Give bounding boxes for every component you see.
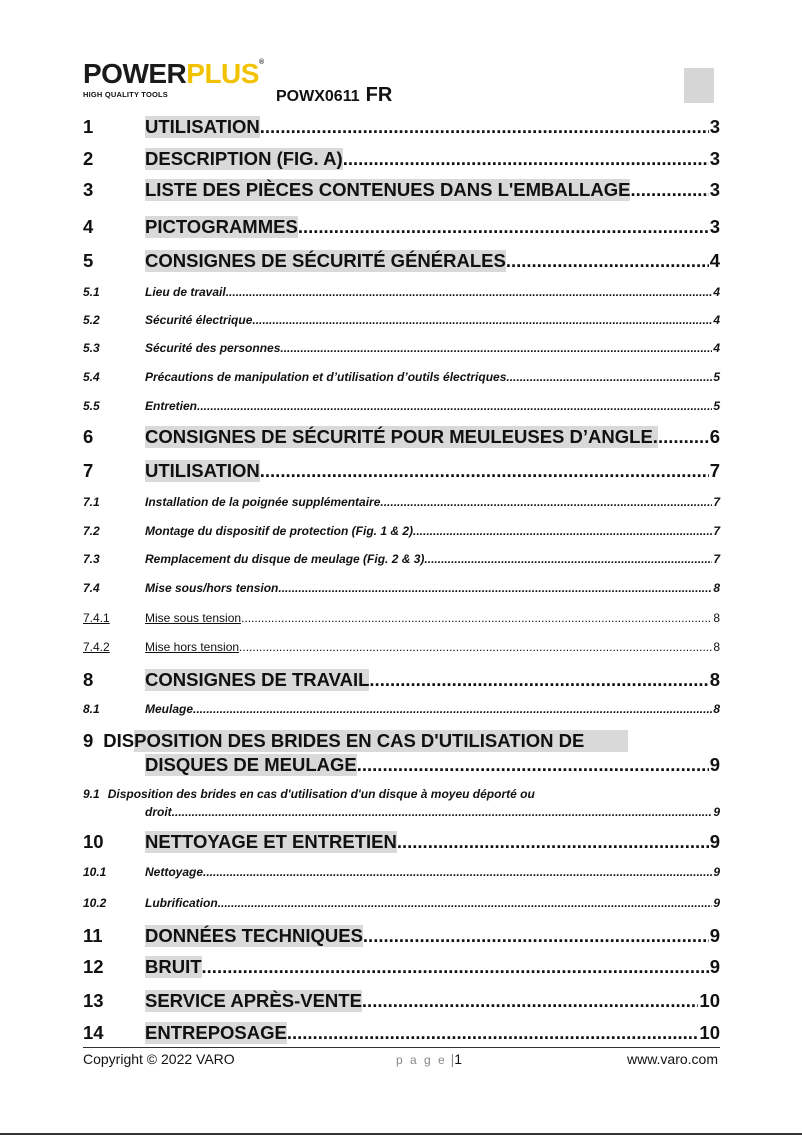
dot-leader (172, 805, 713, 819)
toc-title: CONSIGNES DE SÉCURITÉ GÉNÉRALES (145, 250, 506, 271)
toc-entry[interactable] (83, 179, 720, 203)
toc-entry[interactable] (83, 116, 720, 140)
toc-number: 2 (83, 148, 94, 169)
toc-title: Meulage (145, 702, 194, 716)
toc-page: 10 (699, 990, 720, 1011)
dot-leader (260, 116, 709, 138)
toc-page: 3 (709, 216, 720, 237)
dot-leader (203, 865, 712, 879)
toc-number: 1 (83, 116, 94, 137)
toc-number: 5.3 (83, 341, 100, 355)
toc-title: Précautions de manipulation et d’utilisation d’outils électriques (145, 370, 507, 384)
toc-page: 9 (713, 865, 720, 879)
toc-entry[interactable] (83, 581, 720, 596)
toc-page: 3 (709, 179, 720, 200)
toc-number: 11 (83, 925, 103, 946)
page-label: p a g e (396, 1053, 447, 1067)
toc-number: 6 (83, 426, 94, 447)
toc-title: droit (145, 805, 172, 819)
toc-number: 7.3 (83, 552, 100, 566)
page-number: 1 (454, 1051, 463, 1067)
dot-leader (239, 640, 712, 654)
toc-page: 9 (709, 925, 720, 946)
dot-leader (357, 754, 709, 776)
dot-leader (260, 460, 709, 482)
dot-leader (658, 426, 709, 448)
toc-page: 6 (709, 426, 720, 447)
toc-title: UTILISATION (145, 460, 260, 481)
toc-number: 10 (83, 831, 104, 852)
dot-leader (362, 990, 699, 1012)
toc-page: 4 (713, 285, 720, 299)
dot-leader (280, 341, 712, 355)
toc-title: CONSIGNES DE TRAVAIL (145, 669, 370, 690)
toc-page: 7 (709, 460, 720, 481)
toc-page: 3 (709, 116, 720, 137)
dot-leader (506, 250, 709, 272)
toc-number: 7.2 (83, 524, 100, 538)
toc-number: 8.1 (83, 702, 100, 716)
toc-number: 5.1 (83, 285, 100, 299)
toc-entry[interactable] (83, 865, 720, 880)
dot-leader (226, 285, 713, 299)
toc-title: Sécurité des personnes (145, 341, 281, 355)
dot-leader (241, 611, 712, 625)
toc-title: Montage du dispositif de protection (Fig. 1 & 2) (145, 524, 413, 538)
dot-leader (287, 1022, 699, 1044)
footer-divider (83, 1047, 720, 1048)
toc-page: 4 (713, 313, 720, 327)
toc-page: 8 (713, 702, 720, 716)
model-number: POWX0611 (276, 88, 360, 105)
toc-entry[interactable] (83, 495, 720, 510)
toc-entry[interactable] (83, 611, 720, 626)
toc-number: 5 (83, 250, 94, 271)
toc-title: Mise hors tension (145, 640, 240, 654)
dot-leader (197, 399, 712, 413)
toc-entry[interactable] (83, 370, 720, 385)
toc-title: Installation de la poignée supplémentaire (145, 495, 381, 509)
toc-number: 5.2 (83, 313, 100, 327)
toc-entry[interactable] (83, 313, 720, 328)
toc-number: 9.1 (83, 787, 100, 801)
toc-title: DESCRIPTION (FIG. A) (145, 148, 343, 169)
toc-page: 8 (713, 581, 720, 595)
logo-text-power: POWER (83, 58, 187, 89)
toc-number: 5.4 (83, 370, 100, 384)
toc-page: 7 (713, 495, 720, 509)
dot-leader (424, 552, 712, 566)
dot-leader (506, 370, 712, 384)
toc-title: DONNÉES TECHNIQUES (145, 925, 363, 946)
page-separator: | (450, 1051, 455, 1067)
toc-page: 5 (713, 370, 720, 384)
toc-page: 4 (713, 341, 720, 355)
toc-number: 12 (83, 956, 104, 977)
toc-entry-9-line1[interactable] (83, 730, 720, 754)
language-code: FR (365, 84, 393, 106)
toc-entry[interactable] (83, 956, 720, 980)
toc-page: 4 (709, 250, 720, 271)
toc-page: 9 (713, 805, 720, 819)
toc-number: 7.4.2 (83, 640, 110, 654)
toc-number: 8 (83, 669, 94, 690)
toc-number: 10.2 (83, 896, 107, 910)
toc-entry[interactable] (83, 702, 720, 717)
toc-entry[interactable] (83, 216, 720, 240)
page-bottom-border (0, 1133, 802, 1135)
toc-title: LISTE DES PIÈCES CONTENUES DANS L'EMBALLAGE (145, 179, 631, 200)
toc-title: Disposition des brides en cas d'utilisation d'un disque à moyeu déporté ou (107, 787, 535, 801)
toc-entry[interactable] (83, 831, 720, 855)
toc-entry[interactable] (83, 250, 720, 274)
toc-number: 14 (83, 1022, 104, 1043)
toc-title: ENTREPOSAGE (145, 1022, 287, 1043)
toc-title: UTILISATION (145, 116, 260, 137)
toc-title: Nettoyage (145, 865, 204, 879)
dot-leader (413, 524, 712, 538)
toc-entry-9-1-line1[interactable] (83, 787, 720, 802)
toc-entry[interactable] (83, 552, 720, 567)
toc-title: Lieu de travail (145, 285, 226, 299)
toc-page: 8 (709, 669, 720, 690)
toc-title: Sécurité électrique (145, 313, 253, 327)
toc-page: 7 (713, 552, 720, 566)
toc-title: Remplacement du disque de meulage (Fig. 2 & 3) (145, 552, 425, 566)
toc-number: 3 (83, 179, 94, 200)
logo-text-plus: PLUS (186, 58, 259, 89)
dot-leader (369, 669, 708, 691)
dot-leader (252, 313, 712, 327)
toc-number: 7.4 (83, 581, 100, 595)
dot-leader (218, 896, 713, 910)
dot-leader (278, 581, 712, 595)
dot-leader (397, 831, 709, 853)
toc-title: DISQUES DE MEULAGE (145, 754, 357, 775)
footer-website[interactable]: www.varo.com (626, 1051, 718, 1067)
toc-title: CONSIGNES DE SÉCURITÉ POUR MEULEUSES D’ANGLE. (145, 426, 658, 447)
toc-entry[interactable] (83, 148, 720, 172)
model-header (276, 84, 392, 107)
toc-number: 4 (83, 216, 94, 237)
toc-entry[interactable] (83, 285, 720, 300)
toc-page: 8 (713, 611, 720, 625)
toc-page: 9 (709, 831, 720, 852)
toc-number: 7 (83, 460, 94, 481)
toc-page: 9 (709, 754, 720, 775)
toc-number: 7.1 (83, 495, 100, 509)
dot-leader (298, 216, 709, 238)
gray-tab-marker (684, 68, 714, 103)
toc-page: 9 (713, 896, 720, 910)
toc-entry[interactable] (83, 896, 720, 911)
dot-leader (343, 148, 709, 170)
toc-entry[interactable] (83, 640, 720, 655)
toc-title: NETTOYAGE ET ENTRETIEN (145, 831, 397, 852)
toc-entry[interactable] (83, 341, 720, 356)
toc-entry[interactable] (83, 669, 720, 693)
toc-number: 7.4.1 (83, 611, 110, 625)
dot-leader (193, 702, 712, 716)
toc-title: BRUIT (145, 956, 202, 977)
toc-entry[interactable] (83, 925, 720, 949)
toc-title: Entretien (145, 399, 198, 413)
toc-entry[interactable] (83, 524, 720, 539)
footer-copyright: Copyright © 2022 VARO (83, 1051, 235, 1067)
toc-title-part: POSITION DES BRIDES EN CAS D'UTILISATION DE (134, 730, 628, 752)
toc-entry-9-line2[interactable] (83, 754, 720, 778)
toc-entry[interactable] (83, 1022, 720, 1046)
logo-tagline: HIGH QUALITY TOOLS (83, 90, 168, 99)
toc-title-part: DIS (103, 730, 135, 751)
toc-title: PICTOGRAMMES (145, 216, 298, 237)
toc-entry[interactable] (83, 399, 720, 414)
toc-number: 9 (83, 730, 94, 751)
toc-page: 9 (709, 956, 720, 977)
dot-leader (363, 925, 709, 947)
toc-page: 3 (709, 148, 720, 169)
toc-number: 5.5 (83, 399, 100, 413)
toc-entry[interactable] (83, 426, 720, 450)
dot-leader (202, 956, 709, 978)
toc-entry-9-1-line2[interactable] (83, 805, 720, 820)
toc-page: 8 (713, 640, 720, 654)
toc-page: 5 (713, 399, 720, 413)
toc-title: Lubrification (145, 896, 218, 910)
powerplus-logo (83, 58, 264, 99)
dot-leader (630, 179, 708, 201)
toc-entry[interactable] (83, 460, 720, 484)
toc-title: SERVICE APRÈS-VENTE (145, 990, 362, 1011)
toc-title: Mise sous tension (145, 611, 242, 625)
toc-title: Mise sous/hors tension (145, 581, 279, 595)
toc-page: 7 (713, 524, 720, 538)
registered-icon: ® (258, 59, 264, 66)
toc-number: 10.1 (83, 865, 107, 879)
toc-entry[interactable] (83, 990, 720, 1014)
toc-page: 10 (699, 1022, 720, 1043)
toc-number: 13 (83, 990, 104, 1011)
footer-page-indicator (396, 1051, 462, 1069)
dot-leader (380, 495, 712, 509)
